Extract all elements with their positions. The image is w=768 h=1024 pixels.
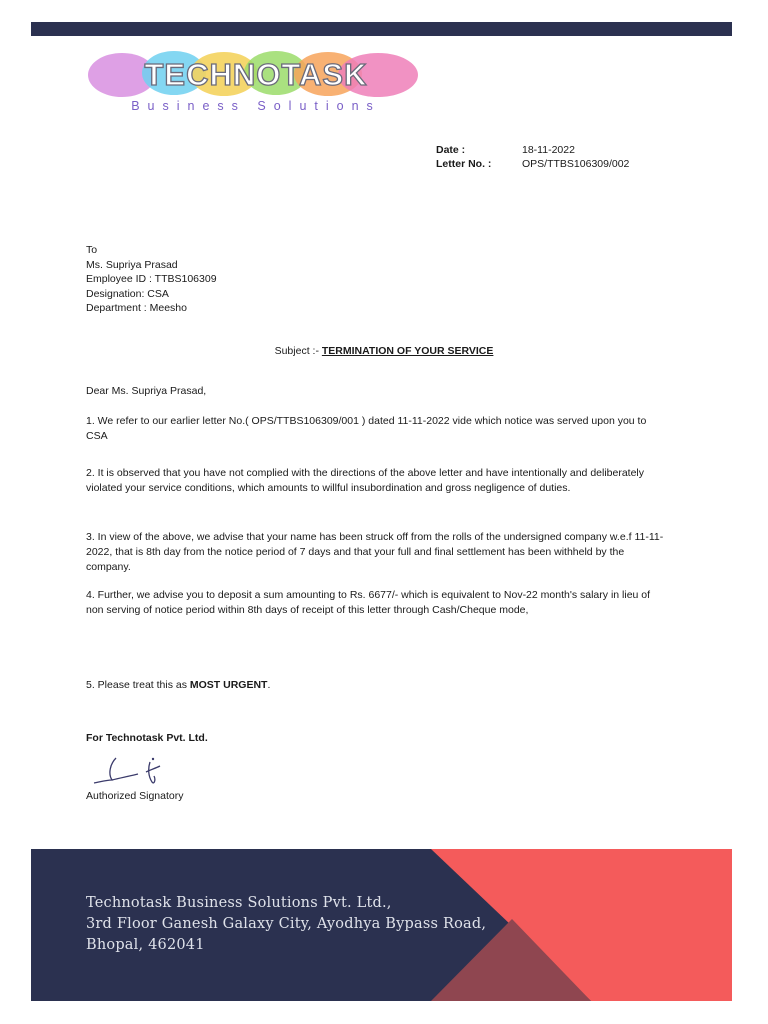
signature-image [86,752,176,791]
signatory-title: Authorized Signatory [86,790,184,802]
footer-address [86,893,486,956]
paragraph-1: 1. We refer to our earlier letter No.( OPS/TTBS106309/001 ) dated 11-11-2022 vide which notice was served upon you to CSA [86,415,647,442]
date-label: Date : [436,144,466,156]
employee-id: Employee ID : TTBS106309 [86,273,217,285]
paragraph-5-suffix: . [267,679,271,691]
salutation: Dear Ms. Supriya Prasad, [86,385,207,397]
recipient-address [86,243,217,316]
footer-banner [31,849,732,1001]
letter-no-label: Letter No. : [436,158,492,170]
signature-company: For Technotask Pvt. Ltd. [86,732,208,744]
logo-brand: TECHNOTASK [144,57,368,92]
recipient-name: Ms. Supriya Prasad [86,258,178,271]
subject-text: TERMINATION OF YOUR SERVICE [321,345,494,357]
footer-street: 3rd Floor Ganesh Galaxy City, Ayodhya Bypass Road, [86,916,487,932]
paragraph-2: 2. It is observed that you have not complied with the directions of the above letter and have intentionally and deliberately violated your service conditions, which amounts to willful insubordination and gross negligence of duties. [86,467,645,494]
subject-label: Subject :- [274,345,319,357]
to-label: To [86,244,98,256]
footer-company: Technotask Business Solutions Pvt. Ltd., [86,895,392,911]
paragraph-5-emphasis: MOST URGENT [189,679,268,691]
footer-city: Bhopal, 462041 [86,937,205,953]
subject-line [0,345,768,357]
paragraph-5 [86,678,666,693]
department: Department : Meesho [86,302,187,314]
paragraph-5-prefix: 5. Please treat this as [86,679,190,691]
paragraph-4: 4. Further, we advise you to deposit a sum amounting to Rs. 6677/- which is equivalent to Nov-22 month's salary in lieu of non serving of notice period within 8th days of receipt of this letter through Cash/Cheque mode, [86,589,651,616]
letter-meta [436,143,629,171]
letter-no-value: OPS/TTBS106309/002 [522,158,630,170]
logo-tagline: Business Solutions [131,99,381,113]
designation: Designation: CSA [86,287,169,300]
company-logo [86,48,426,116]
header-bar [31,22,732,36]
paragraph-3: 3. In view of the above, we advise that your name has been struck off from the rolls of the undersigned company w.e.f 11-11-2022, that is 8th day from the notice period of 7 days and that your full and final settlement has been withheld by the company. [86,531,664,573]
date-value: 18-11-2022 [522,144,575,156]
